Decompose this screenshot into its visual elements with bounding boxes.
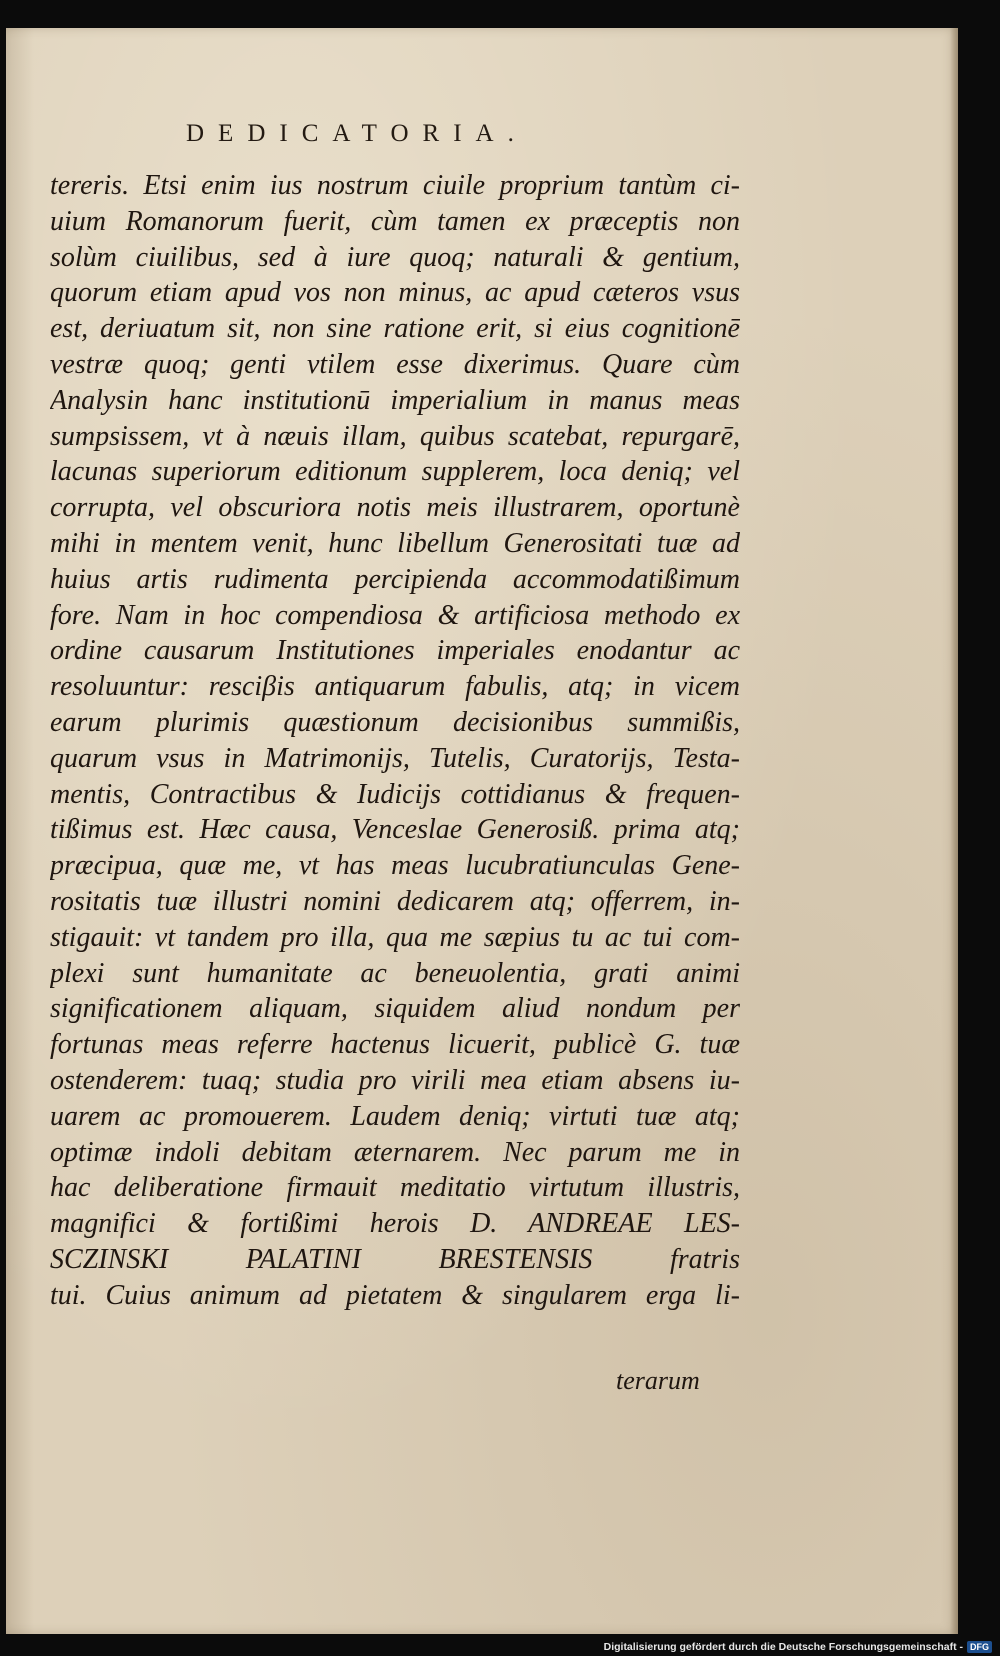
text-line: plexi sunt humanitate ac beneuolentia, grati animi: [50, 957, 740, 989]
text-line: significationem aliquam, siquidem aliud nondum per: [50, 993, 740, 1025]
text-line: Analysin hanc institutionū imperialium in manus meas: [50, 384, 740, 416]
text-line: rositatis tuæ illustri nomini dedicarem atq; offerrem, in-: [50, 885, 740, 917]
text-line: est, deriuatum sit, non sine ratione erit, si eius cognitionē: [50, 313, 740, 345]
text-line: vestræ quoq; genti vtilem esse dixerimus. Quare cùm: [50, 348, 740, 380]
text-line: uium Romanorum fuerit, cùm tamen ex præceptis non: [50, 205, 740, 237]
text-line: præcipua, quæ me, vt has meas lucubratiunculas Gene-: [50, 850, 740, 882]
text-line: fortunas meas referre hactenus licuerit, publicè G. tuæ: [50, 1029, 740, 1061]
text-line: SCZINSKI PALATINI BRESTENSIS fratris: [50, 1243, 740, 1275]
book-page: [6, 28, 958, 1634]
credit-text: Digitalisierung gefördert durch die Deutsche Forschungsgemeinschaft -: [603, 1641, 963, 1653]
text-line: stigauit: vt tandem pro illa, qua me sæpius tu ac tui com-: [50, 921, 740, 953]
text-line: tißimus est. Hæc causa, Venceslae Generosiß. prima atq;: [50, 814, 740, 846]
text-line: magnifici & fortißimi herois D. ANDREAE LES-: [50, 1208, 740, 1240]
text-line: optimæ indoli debitam æternarem. Nec parum me in: [50, 1136, 740, 1168]
running-head: DEDICATORIA.: [186, 120, 528, 147]
digitization-credit: [604, 1641, 992, 1653]
text-line: mentis, Contractibus & Iudicijs cottidianus & frequen-: [50, 778, 740, 810]
text-line: huius artis rudimenta percipienda accommodatißimum: [50, 563, 740, 595]
page-edge-shadow: [950, 28, 958, 1634]
text-line: uarem ac promouerem. Laudem deniq; virtuti tuæ atq;: [50, 1100, 740, 1132]
text-line: solùm ciuilibus, sed à iure quoq; naturali & gentium,: [50, 241, 740, 273]
text-line: tui. Cuius animum ad pietatem & singularem erga li-: [50, 1279, 740, 1311]
catchword: terarum: [616, 1366, 700, 1395]
text-line: lacunas superiorum editionum supplerem, loca deniq; vel: [50, 456, 740, 488]
text-line: sumpsissem, vt à næuis illam, quibus scatebat, repurgarē,: [50, 420, 740, 452]
text-line: mihi in mentem venit, hunc libellum Generositati tuæ ad: [50, 527, 740, 559]
text-line: quarum vsus in Matrimonijs, Tutelis, Curatorijs, Testa-: [50, 742, 740, 774]
dfg-logo-icon: DFG: [967, 1641, 992, 1653]
text-line: quorum etiam apud vos non minus, ac apud cæteros vsus: [50, 277, 740, 309]
text-line: resoluuntur: resciβis antiquarum fabulis, atq; in vicem: [50, 671, 740, 703]
text-line: tereris. Etsi enim ius nostrum ciuile proprium tantùm ci-: [50, 170, 740, 201]
text-line: hac deliberatione firmauit meditatio virtutum illustris,: [50, 1172, 740, 1204]
body-text: [50, 168, 740, 1314]
text-line: fore. Nam in hoc compendiosa & artificiosa methodo ex: [50, 599, 740, 631]
text-line: ordine causarum Institutiones imperiales enodantur ac: [50, 635, 740, 667]
text-line: ostenderem: tuaq; studia pro virili mea etiam absens iu-: [50, 1064, 740, 1096]
text-line: corrupta, vel obscuriora notis meis illustrarem, oportunè: [50, 492, 740, 524]
text-line: earum plurimis quæstionum decisionibus summißis,: [50, 706, 740, 738]
